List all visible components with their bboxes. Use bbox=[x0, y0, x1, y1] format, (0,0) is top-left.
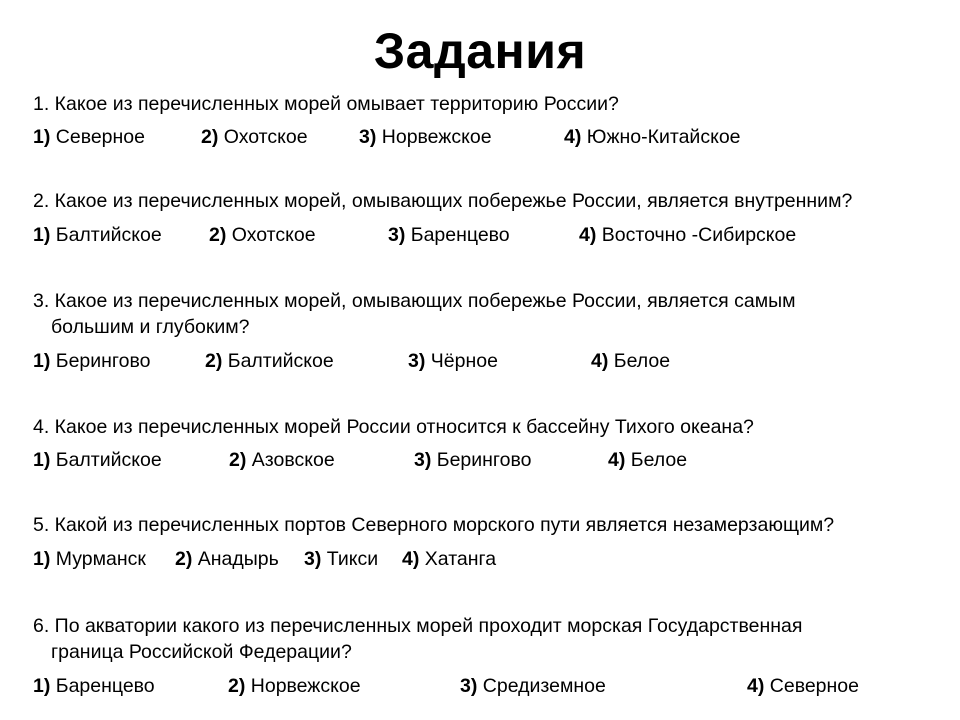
answer-option[interactable]: 2) Норвежское bbox=[228, 675, 361, 697]
answer-option[interactable]: 4) Белое bbox=[608, 449, 688, 471]
answer-option[interactable]: 3) Чёрное bbox=[408, 350, 498, 372]
question-5 bbox=[33, 512, 933, 538]
question-4 bbox=[33, 414, 933, 440]
answer-option[interactable]: 1) Мурманск bbox=[33, 548, 146, 570]
question-6 bbox=[33, 613, 933, 665]
answer-option[interactable]: 3) Норвежское bbox=[359, 126, 492, 148]
answer-option[interactable]: 1) Северное bbox=[33, 126, 145, 148]
answer-option[interactable]: 3) Средиземное bbox=[460, 675, 606, 697]
question-1-text: 1. Какое из перечисленных морей омывает территорию России? bbox=[33, 93, 619, 115]
answers-4 bbox=[33, 447, 933, 473]
answer-option[interactable]: 4) Южно-Китайское bbox=[564, 126, 741, 148]
question-3-text-cont: большим и глубоким? bbox=[51, 316, 250, 338]
answer-option[interactable]: 4) Хатанга bbox=[402, 548, 497, 570]
question-6-text: 6. По акватории какого из перечисленных морей проходит морская Государственная bbox=[33, 615, 803, 637]
answer-option[interactable]: 4) Северное bbox=[747, 675, 859, 697]
question-2-text: 2. Какое из перечисленных морей, омывающих побережье России, является внутренним? bbox=[33, 190, 853, 212]
question-3-text: 3. Какое из перечисленных морей, омывающих побережье России, является самым bbox=[33, 290, 796, 312]
question-6-text-cont: граница Российской Федерации? bbox=[51, 641, 352, 663]
answer-option[interactable]: 1) Баренцево bbox=[33, 675, 155, 697]
answer-option[interactable]: 3) Тикси bbox=[304, 548, 379, 570]
answers-6 bbox=[33, 673, 933, 699]
question-1 bbox=[33, 91, 933, 117]
answer-option[interactable]: 4) Восточно -Сибирское bbox=[579, 224, 797, 246]
answer-option[interactable]: 2) Балтийское bbox=[205, 350, 334, 372]
answer-option[interactable]: 3) Берингово bbox=[414, 449, 532, 471]
answers-3 bbox=[33, 348, 933, 374]
answer-option[interactable]: 1) Балтийское bbox=[33, 224, 162, 246]
answer-option[interactable]: 2) Анадырь bbox=[175, 548, 279, 570]
slide-title: Задания bbox=[373, 23, 587, 79]
answer-option[interactable]: 2) Азовское bbox=[229, 449, 335, 471]
answers-5 bbox=[33, 546, 933, 572]
answer-option[interactable]: 1) Балтийское bbox=[33, 449, 162, 471]
question-2 bbox=[33, 188, 933, 214]
answer-option[interactable]: 1) Берингово bbox=[33, 350, 151, 372]
question-4-text: 4. Какое из перечисленных морей России относится к бассейну Тихого океана? bbox=[33, 416, 754, 438]
answers-1 bbox=[33, 124, 933, 150]
answers-2 bbox=[33, 222, 933, 248]
answer-option[interactable]: 4) Белое bbox=[591, 350, 671, 372]
question-3 bbox=[33, 288, 933, 340]
question-5-text: 5. Какой из перечисленных портов Северного морского пути является незамерзающим? bbox=[33, 514, 835, 536]
answer-option[interactable]: 2) Охотское bbox=[209, 224, 316, 246]
answer-option[interactable]: 3) Баренцево bbox=[388, 224, 510, 246]
answer-option[interactable]: 2) Охотское bbox=[201, 126, 308, 148]
